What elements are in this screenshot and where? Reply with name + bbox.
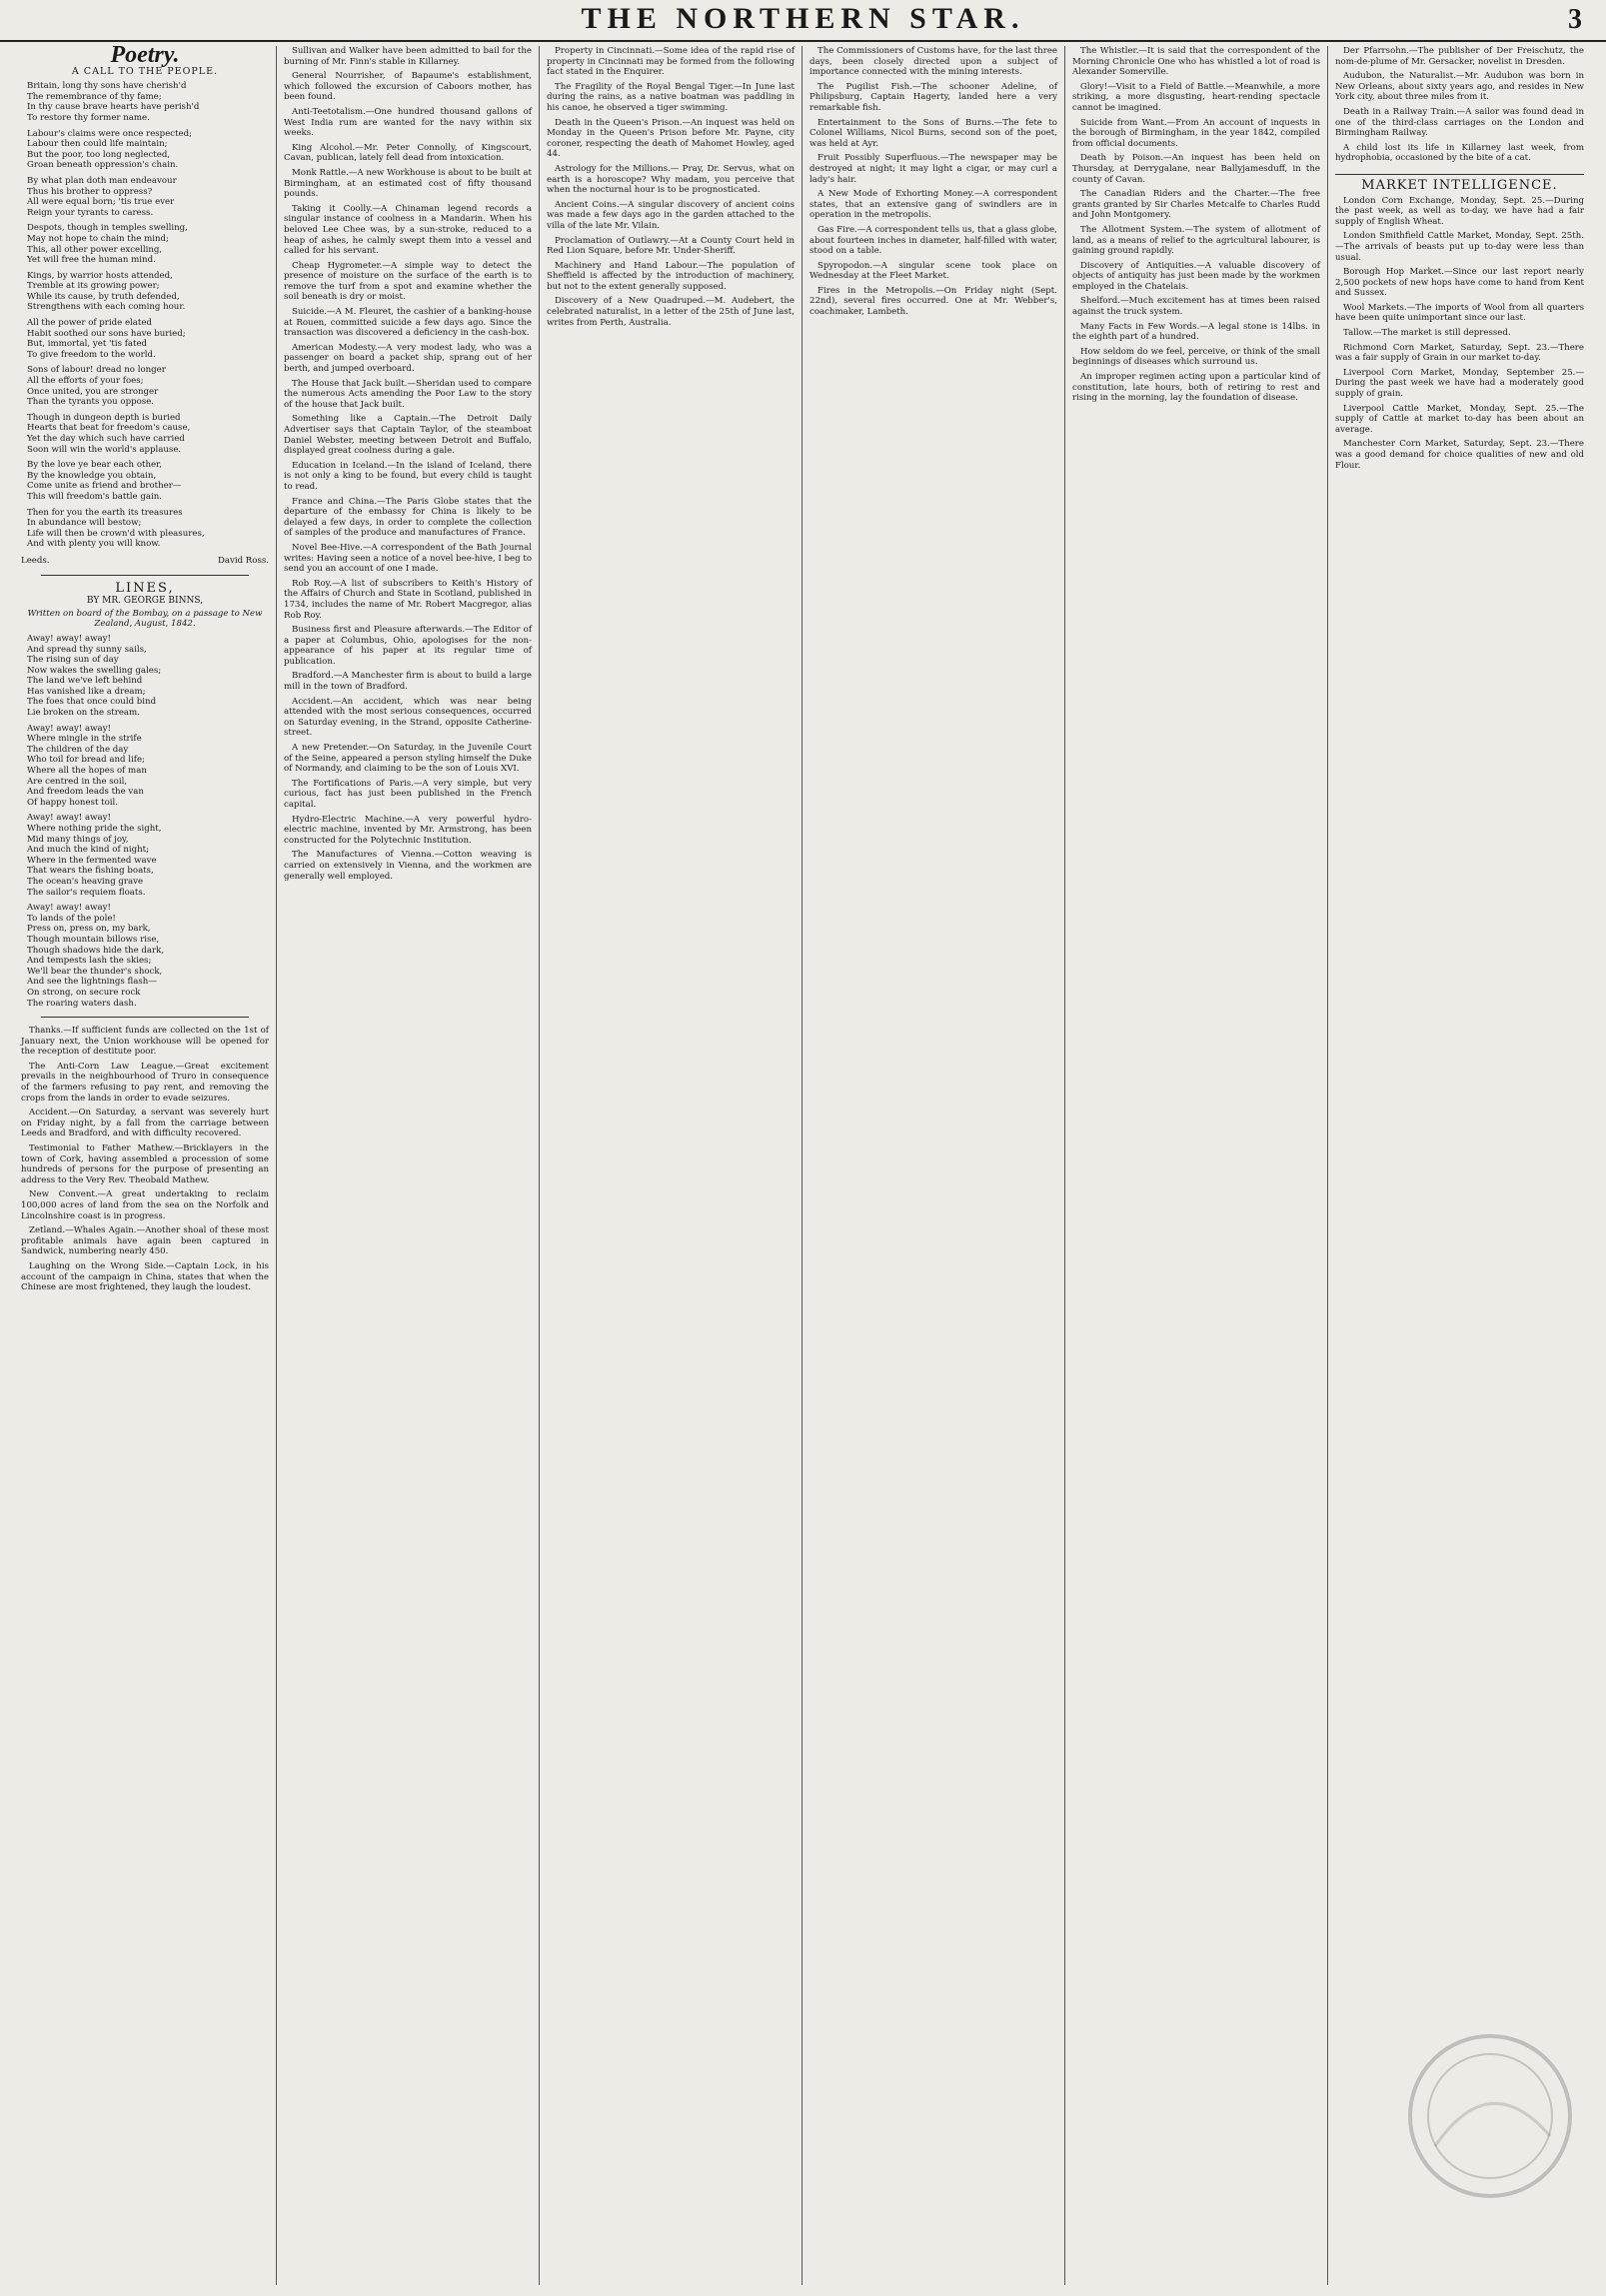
news-paragraph: Hydro-Electric Machine.—A very powerful hydro-electric machine, invented by Mr. Armstrong, has been constructed for the Polytechnic Institution. [284,814,532,846]
column-6 [1328,46,1591,2285]
poem2-line: Press on, press on, my bark, [27,924,151,935]
market-report: Wool Markets.—The imports of Wool from all quarters have been quite unimportant since our last. [1335,302,1584,324]
poem2-line: And see the lightnings flash— [27,977,157,988]
section-heading-poetry: Poetry. [110,46,180,68]
column-5 [1065,46,1328,2285]
market-report: Liverpool Corn Market, Monday, September 25.—During the past week we have had a moderately good supply of grain. [1335,367,1584,400]
poem1-line: All the efforts of your foes; [27,376,144,387]
poem2-line: And much the kind of night; [27,845,150,856]
news-paragraph: A child lost its life in Killarney last week, from hydrophobia, occasioned by the bite of a cat. [1335,142,1584,164]
poem1-line: This will freedom's battle gain. [27,491,163,502]
news-paragraph: Novel Bee-Hive.—A correspondent of the Bath Journal writes: Having seen a notice of a novel bee-hive, I beg to send you an account of one I made. [284,542,532,575]
poem1-line: Sons of labour! dread no longer [27,365,166,376]
poem1-line: Once united, you are stronger [27,386,159,397]
divider [41,575,249,576]
newspaper-title: THE NORTHERN STAR. [581,2,1025,35]
news-paragraph: Zetland.—Whales Again.—Another shoal of these most profitable animals have again been captured in Sandwick, numbering nearly 450. [21,1225,269,1257]
library-stamp [1400,2026,1580,2206]
poem2-line: Where all the hopes of man [27,766,147,777]
poem2-line: Lie broken on the stream. [27,708,140,719]
poem1-line: Tremble at its growing power; [27,281,160,292]
poem2-line: And spread thy sunny sails, [27,644,147,655]
poem2-line: Mid many things of joy, [27,834,129,845]
market-report: Borough Hop Market.—Since our last report nearly 2,500 pockets of new hops have come to hand from Kent and Sussex. [1335,267,1584,299]
poem2-line: Away! away! away! [27,723,111,734]
poem2-line: And freedom leads the van [27,787,144,798]
poem1-line: Reign your tyrants to caress. [27,207,154,218]
poem1-line: To restore thy former name. [27,112,150,123]
column-1 [14,46,277,2285]
poem2-line: Away! away! away! [27,813,111,824]
news-paragraph: France and China.—The Paris Globe states that the departure of the embassy for China is likely to be delayed a few days, in order to complete the collection of samples of the produce and manufactures of France. [284,496,532,539]
poem2-line: The ocean's heaving grave [27,876,144,887]
poem1-line: Despots, though in temples swelling, [27,223,188,234]
news-paragraph: Sullivan and Walker have been admitted to bail for the burning of Mr. Finn's stable in Killarney. [284,46,532,67]
poem1-line: Soon will win the world's applause. [27,444,182,455]
news-paragraph: The Commissioners of Customs have, for the last three days, been closely directed upon a subject of importance connected with the mining interests. [809,46,1057,78]
news-paragraph: Glory!—Visit to a Field of Battle.—Meanwhile, a more striking, a more disgusting, heart-rending spectacle cannot be imagined. [1072,81,1320,113]
poem1-line: And with plenty you will know. [27,539,161,550]
columns [14,46,1593,2285]
poem2-line: Now wakes the swelling gales; [27,665,162,676]
news-paragraph: A new Pretender.—On Saturday, in the Juvenile Court of the Seine, appeared a person styling himself the Duke of Normandy, and claiming to be the son of Louis XVI. [284,743,532,775]
news-paragraph: Testimonial to Father Mathew.—Bricklayers in the town of Cork, having assembled a procession of some hundreds of persons for the purpose of presenting an address to the Very Rev. Theobald Mathew. [21,1144,269,1185]
news-paragraph: Taking it Coolly.—A Chinaman legend records a singular instance of coolness in a Mandarin. When his beloved Lee Chee was, by a sun-stroke, reduced to a heap of ashes, he calmly swept them into a vessel and called for his servant. [284,203,532,257]
poem2-line: The sailor's requiem floats. [27,887,146,898]
news-paragraph: Anti-Teetotalism.—One hundred thousand gallons of West India rum are wanted for the navy within six weeks. [284,106,532,139]
poem1-line: The remembrance of thy fame; [27,91,162,102]
news-paragraph: Discovery of Antiquities.—A valuable discovery of objects of antiquity has just been made by the workmen employed in the Chatelais. [1072,260,1320,292]
poem2-line: And tempests lash the skies; [27,956,152,967]
poem1-line: To give freedom to the world. [27,349,156,360]
poem2-line: Has vanished like a dream; [27,686,146,697]
poem1-line: May not hope to chain the mind; [27,233,169,244]
poem2-line: Where mingle in the strife [27,734,142,745]
poem2-line: Away! away! away! [27,633,111,644]
news-paragraph: The Fragility of the Royal Bengal Tiger.—In June last during the rains, as a native boatman was paddling in his canoe, he observed a tiger swimming. [547,81,795,113]
poem1-line: All the power of pride elated [27,318,152,329]
market-intelligence-heading: MARKET INTELLIGENCE. [1335,174,1584,192]
news-paragraph: Astrology for the Millions.— Pray, Dr. Servus, what on earth is a horoscope? Why madam, you perceive that when the nocturnal hour is to be prognosticated. [547,163,795,196]
market-report: London Smithfield Cattle Market, Monday, Sept. 25th.—The arrivals of beasts put up to-day were less than usual. [1335,231,1584,263]
poem1-line: But the poor, too long neglected, [27,149,171,160]
poem1-line: Yet the day which such have carried [27,434,185,444]
poem1-line: By what plan doth man endeavour [27,175,177,186]
news-paragraph: The Pugilist Fish.—The schooner Adeline, of Philipsburg, Captain Hagerty, landed here a very remarkable fish. [809,81,1057,113]
poem1-title: A CALL TO THE PEOPLE. [71,65,219,77]
news-paragraph: Fruit Possibly Superfluous.—The newspaper may be destroyed at night; it may light a cigar, or may curl a lady's hair. [809,153,1057,185]
poem1-line: While its cause, by truth defended, [27,291,180,302]
poem1-line: In thy cause brave hearts have perish'd [27,102,200,113]
market-report: Liverpool Cattle Market, Monday, Sept. 25.—The supply of Cattle at market to-day has been about an average. [1335,403,1584,435]
divider [41,1017,249,1018]
news-paragraph: Ancient Coins.—A singular discovery of ancient coins was made a few days ago in the garden attached to the villa of the late Mr. Vilain. [547,199,795,231]
news-paragraph: The Manufactures of Vienna.—Cotton weaving is carried on extensively in Vienna, and the workmen are generally well employed. [284,850,532,882]
news-paragraph: Suicide from Want.—From An account of inquests in the borough of Birmingham, in the year 1842, compiled from official documents. [1072,117,1320,149]
poem1-line: Thus his brother to oppress? [27,186,153,197]
poem1-line: Come unite as friend and brother— [27,481,182,492]
news-paragraph: Rob Roy.—A list of subscribers to Keith's History of the Affairs of Church and State in Scotland, published in 1734, includes the name of Mr. Robert Macgregor, alias Rob Roy. [284,578,532,621]
market-report: London Corn Exchange, Monday, Sept. 25.—During the past week, as well as to-day, we have had a fair supply of English Wheat. [1335,195,1584,227]
news-paragraph: Business first and Pleasure afterwards.—The Editor of a paper at Columbus, Ohio, apologises for the non-appearance of his paper at its regular time of publication. [284,625,532,667]
poem2-line: Though shadows hide the dark, [27,945,165,956]
poem1-line: Then for you the earth its treasures [27,507,183,518]
news-paragraph: Der Pfarrsohn.—The publisher of Der Freischutz, the nom-de-plume of Mr. Gersacker, novelist in Dresden. [1335,46,1584,67]
poem1-line: Kings, by warrior hosts attended, [27,270,173,281]
poem2-line: Where in the fermented wave [27,855,157,866]
poem1-line: By the love ye bear each other, [27,460,162,471]
poem2-note: Written on board of the Bombay, on a passage to New Zealand, August, 1842. [27,608,263,630]
poem1-line: Groan beneath oppression's chain. [27,160,179,171]
poem2-line: Though mountain billows rise, [27,934,160,945]
news-paragraph: The Allotment System.—The system of allotment of land, as a means of relief to the agricultural labourer, is gaining ground rapidly. [1072,224,1320,257]
poem2-line: To lands of the pole! [27,913,116,924]
poem1-line: By the knowledge you obtain, [27,470,157,481]
poem2-line: The roaring waters dash. [27,998,137,1009]
news-paragraph: Discovery of a New Quadruped.—M. Audebert, the celebrated naturalist, in a letter of the 25th of June last, writes from Perth, Australia. [547,296,795,328]
poem2-title: LINES, [115,580,175,596]
news-paragraph: Death in the Queen's Prison.—An inquest was held on Monday in the Queen's Prison before Mr. Payne, city coroner, respecting the death of Mahomet Howley, aged 44. [547,117,795,160]
poem1-line: Hearts that beat for freedom's cause, [27,423,191,434]
news-paragraph: Many Facts in Few Words.—A legal stone is 14lbs. in the eighth part of a hundred. [1072,321,1320,343]
news-paragraph: The House that Jack built.—Sheridan used to compare the numerous Acts amending the Poor Law to the story of the house that Jack built. [284,378,532,410]
poem1-line: But, immortal, yet 'tis fated [27,339,148,350]
poem2-line: Of happy honest toil. [27,797,118,808]
poem1-author: David Ross. [217,555,269,566]
poem1-line: Labour's claims were once respected; [27,128,193,139]
news-paragraph: Audubon, the Naturalist.—Mr. Audubon was born in New Orleans, about sixty years ago, and resides in New York city, about three miles from it. [1335,71,1584,103]
news-paragraph: Cheap Hygrometer.—A simple way to detect the presence of moisture on the surface of the earth is to remove the turf from a spot and examine whether the soil beneath is dry or moist. [284,260,532,303]
news-paragraph: An improper regimen acting upon a particular kind of constitution, late hours, both of retiring to rest and rising in the morning, lay the foundation of disease. [1072,372,1320,404]
news-paragraph: Machinery and Hand Labour.—The population of Sheffield is affected by the introduction of machinery, but not to the extent generally supposed. [547,260,795,292]
poem1-body [21,81,269,550]
poem1-line: Yet will free the human mind. [27,255,156,266]
poem1-line: Though in dungeon depth is buried [27,412,181,423]
poem1-line: Britain, long thy sons have cherish'd [27,81,187,92]
poem1-line: In abundance will bestow; [27,518,142,529]
news-paragraph: The Anti-Corn Law League.—Great excitement prevails in the neighbourhood of Truro in consequence of the farmers refusing to pay rent, and removing the crops from the lands in order to evade seizures. [21,1061,269,1104]
poem2-line: Who toil for bread and life; [27,755,145,766]
news-paragraph: Suicide.—A M. Fleuret, the cashier of a banking-house at Rouen, committed suicide a few days ago. Since the transaction was discovered a deficiency in the cash-box. [284,307,532,339]
news-paragraph: Property in Cincinnati.—Some idea of the rapid rise of property in Cincinnati may be formed from the following fact stated in the Enquirer. [547,46,795,78]
news-paragraph: Shelford.—Much excitement has at times been raised against the truck system. [1072,296,1320,318]
poem1-line: Habit soothed our sons have buried; [27,328,186,339]
news-paragraph: The Canadian Riders and the Charter.—The free grants granted by Sir Charles Metcalfe to Charles Rudd and John Montgomery. [1072,189,1320,221]
news-paragraph: Gas Fire.—A correspondent tells us, that a glass globe, about fourteen inches in diameter, half-filled with water, stood on a table. [809,224,1057,257]
poem2-line: The rising sun of day [27,655,119,666]
poem1-line: Strengthens with each coming hour. [27,302,186,313]
poem2-line: On strong, on secure rock [27,987,141,998]
poem2-line: The children of the day [27,744,129,755]
news-paragraph: The Fortifications of Paris.—A very simple, but very curious, fact has just been published in the French capital. [284,778,532,810]
page-number: 3 [1568,4,1582,35]
news-paragraph: Thanks.—If sufficient funds are collected on the 1st of January next, the Union workhouse will be opened for the reception of destitute poor. [21,1026,269,1058]
poem2-line: Are centred in the soil, [27,776,128,787]
news-paragraph: Laughing on the Wrong Side.—Captain Lock, in his account of the campaign in China, states that when the Chinese are most frightened, they laugh the loudest. [21,1260,269,1293]
market-report: Richmond Corn Market, Saturday, Sept. 23.—There was a fair supply of Grain in our market to-day. [1335,342,1584,364]
poem1-line: This, all other power excelling, [27,244,163,255]
news-paragraph: Monk Rattle.—A new Workhouse is about to be built at Birmingham, at an estimated cost of fifty thousand pounds. [284,167,532,200]
poem2-body [21,634,269,1009]
news-paragraph: Something like a Captain.—The Detroit Daily Advertiser says that Captain Taylor, of the steamboat Daniel Webster, meeting between Detroit and Buffalo, displayed great coolness during a gale. [284,414,532,457]
poem2-line: That wears the fishing boats, [27,866,154,877]
poem2-line: We'll bear the thunder's shock, [27,966,163,977]
news-paragraph: Entertainment to the Sons of Burns.—The fete to Colonel Williams, Nicol Burns, second son of the poet, was held at Ayr. [809,117,1057,149]
poem1-signature [21,556,269,567]
news-paragraph: Accident.—An accident, which was near being attended with the most serious consequences, occurred on Saturday evening, in the Strand, opposite Catherine-street. [284,696,532,739]
news-paragraph: Bradford.—A Manchester firm is about to build a large mill in the town of Bradford. [284,671,532,693]
poem2-line: Where nothing pride the sight, [27,824,162,834]
news-paragraph: Fires in the Metropolis.—On Friday night (Sept. 22nd), several fires occurred. One at Mr. Webber's, coachmaker, Lambeth. [809,285,1057,318]
poem1-line: Labour then could life maintain; [27,139,168,150]
masthead [0,0,1606,42]
poem2-byline: BY MR. GEORGE BINNS, [86,596,204,607]
news-paragraph: Death in a Railway Train.—A sailor was found dead in one of the third-class carriages on the London and Birmingham Railway. [1335,106,1584,139]
poem2-line: The land we've left behind [27,676,143,687]
news-paragraph: How seldom do we feel, perceive, or think of the small beginnings of diseases which surround us. [1072,346,1320,368]
news-paragraph: A New Mode of Exhorting Money.—A correspondent states, that an extensive gang of swindlers are in operation in the metropolis. [809,189,1057,221]
news-paragraph: Proclamation of Outlawry.—At a County Court held in Red Lion Square, before Mr. Under-Sheriff. [547,235,795,257]
news-paragraph: Accident.—On Saturday, a servant was severely hurt on Friday night, by a fall from the carriage between Leeds and Bradford, and with difficulty recovered. [21,1108,269,1140]
market-report: Manchester Corn Market, Saturday, Sept. 23.—There was a good demand for choice qualities of new and old Flour. [1335,439,1584,471]
news-paragraph: The Whistler.—It is said that the correspondent of the Morning Chronicle One who has whistled a lot of road is Alexander Somerville. [1072,46,1320,78]
poem1-line: All were equal born; 'tis true ever [27,197,175,208]
news-paragraph: Death by Poison.—An inquest has been held on Thursday, at Derrygalane, near Ballyjamesduff, in the county of Cavan. [1072,153,1320,185]
poem1-line: Life will then be crown'd with pleasures, [27,528,205,539]
column-3 [540,46,803,2285]
news-paragraph: American Modesty.—A very modest lady, who was a passenger on board a packet ship, sprang out of her berth, and jumped overboard. [284,342,532,375]
market-report: Tallow.—The market is still depressed. [1343,328,1511,339]
news-paragraph: General Nourrisher, of Bapaume's establishment, which followed the excursion of Caboors mother, has been found. [284,71,532,103]
poem2-line: Away! away! away! [27,903,111,914]
news-paragraph: Spyropodon.—A singular scene took place on Wednesday at the Fleet Market. [809,260,1057,282]
news-paragraph: King Alcohol.—Mr. Peter Connolly, of Kingscourt, Cavan, publican, lately fell dead from intoxication. [284,142,532,164]
column-2 [277,46,540,2285]
poem1-line: Than the tyrants you oppose. [27,397,155,408]
column1-notes [21,1026,269,1293]
poem2-line: The foes that once could bind [27,697,157,708]
news-paragraph: Education in Iceland.—In the island of Iceland, there is not only a king to be found, but every child is taught to read. [284,460,532,492]
news-paragraph: New Convent.—A great undertaking to reclaim 100,000 acres of land from the sea on the Norfolk and Lincolnshire coast is in progress. [21,1189,269,1221]
poem1-place: Leeds. [21,555,50,566]
column-4 [803,46,1065,2285]
